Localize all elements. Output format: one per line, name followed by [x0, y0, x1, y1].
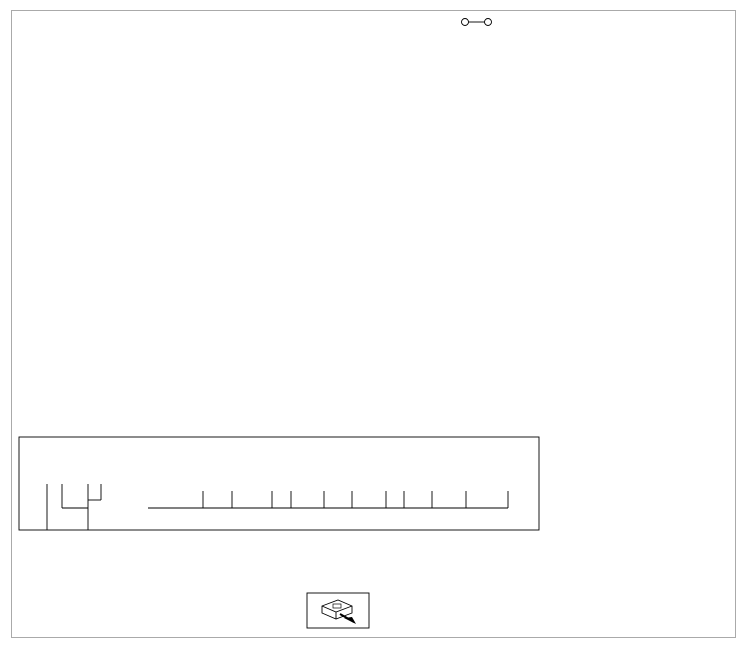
connector-icon — [307, 593, 369, 628]
continuity-legend — [462, 19, 492, 26]
switch-schematic — [19, 437, 539, 530]
